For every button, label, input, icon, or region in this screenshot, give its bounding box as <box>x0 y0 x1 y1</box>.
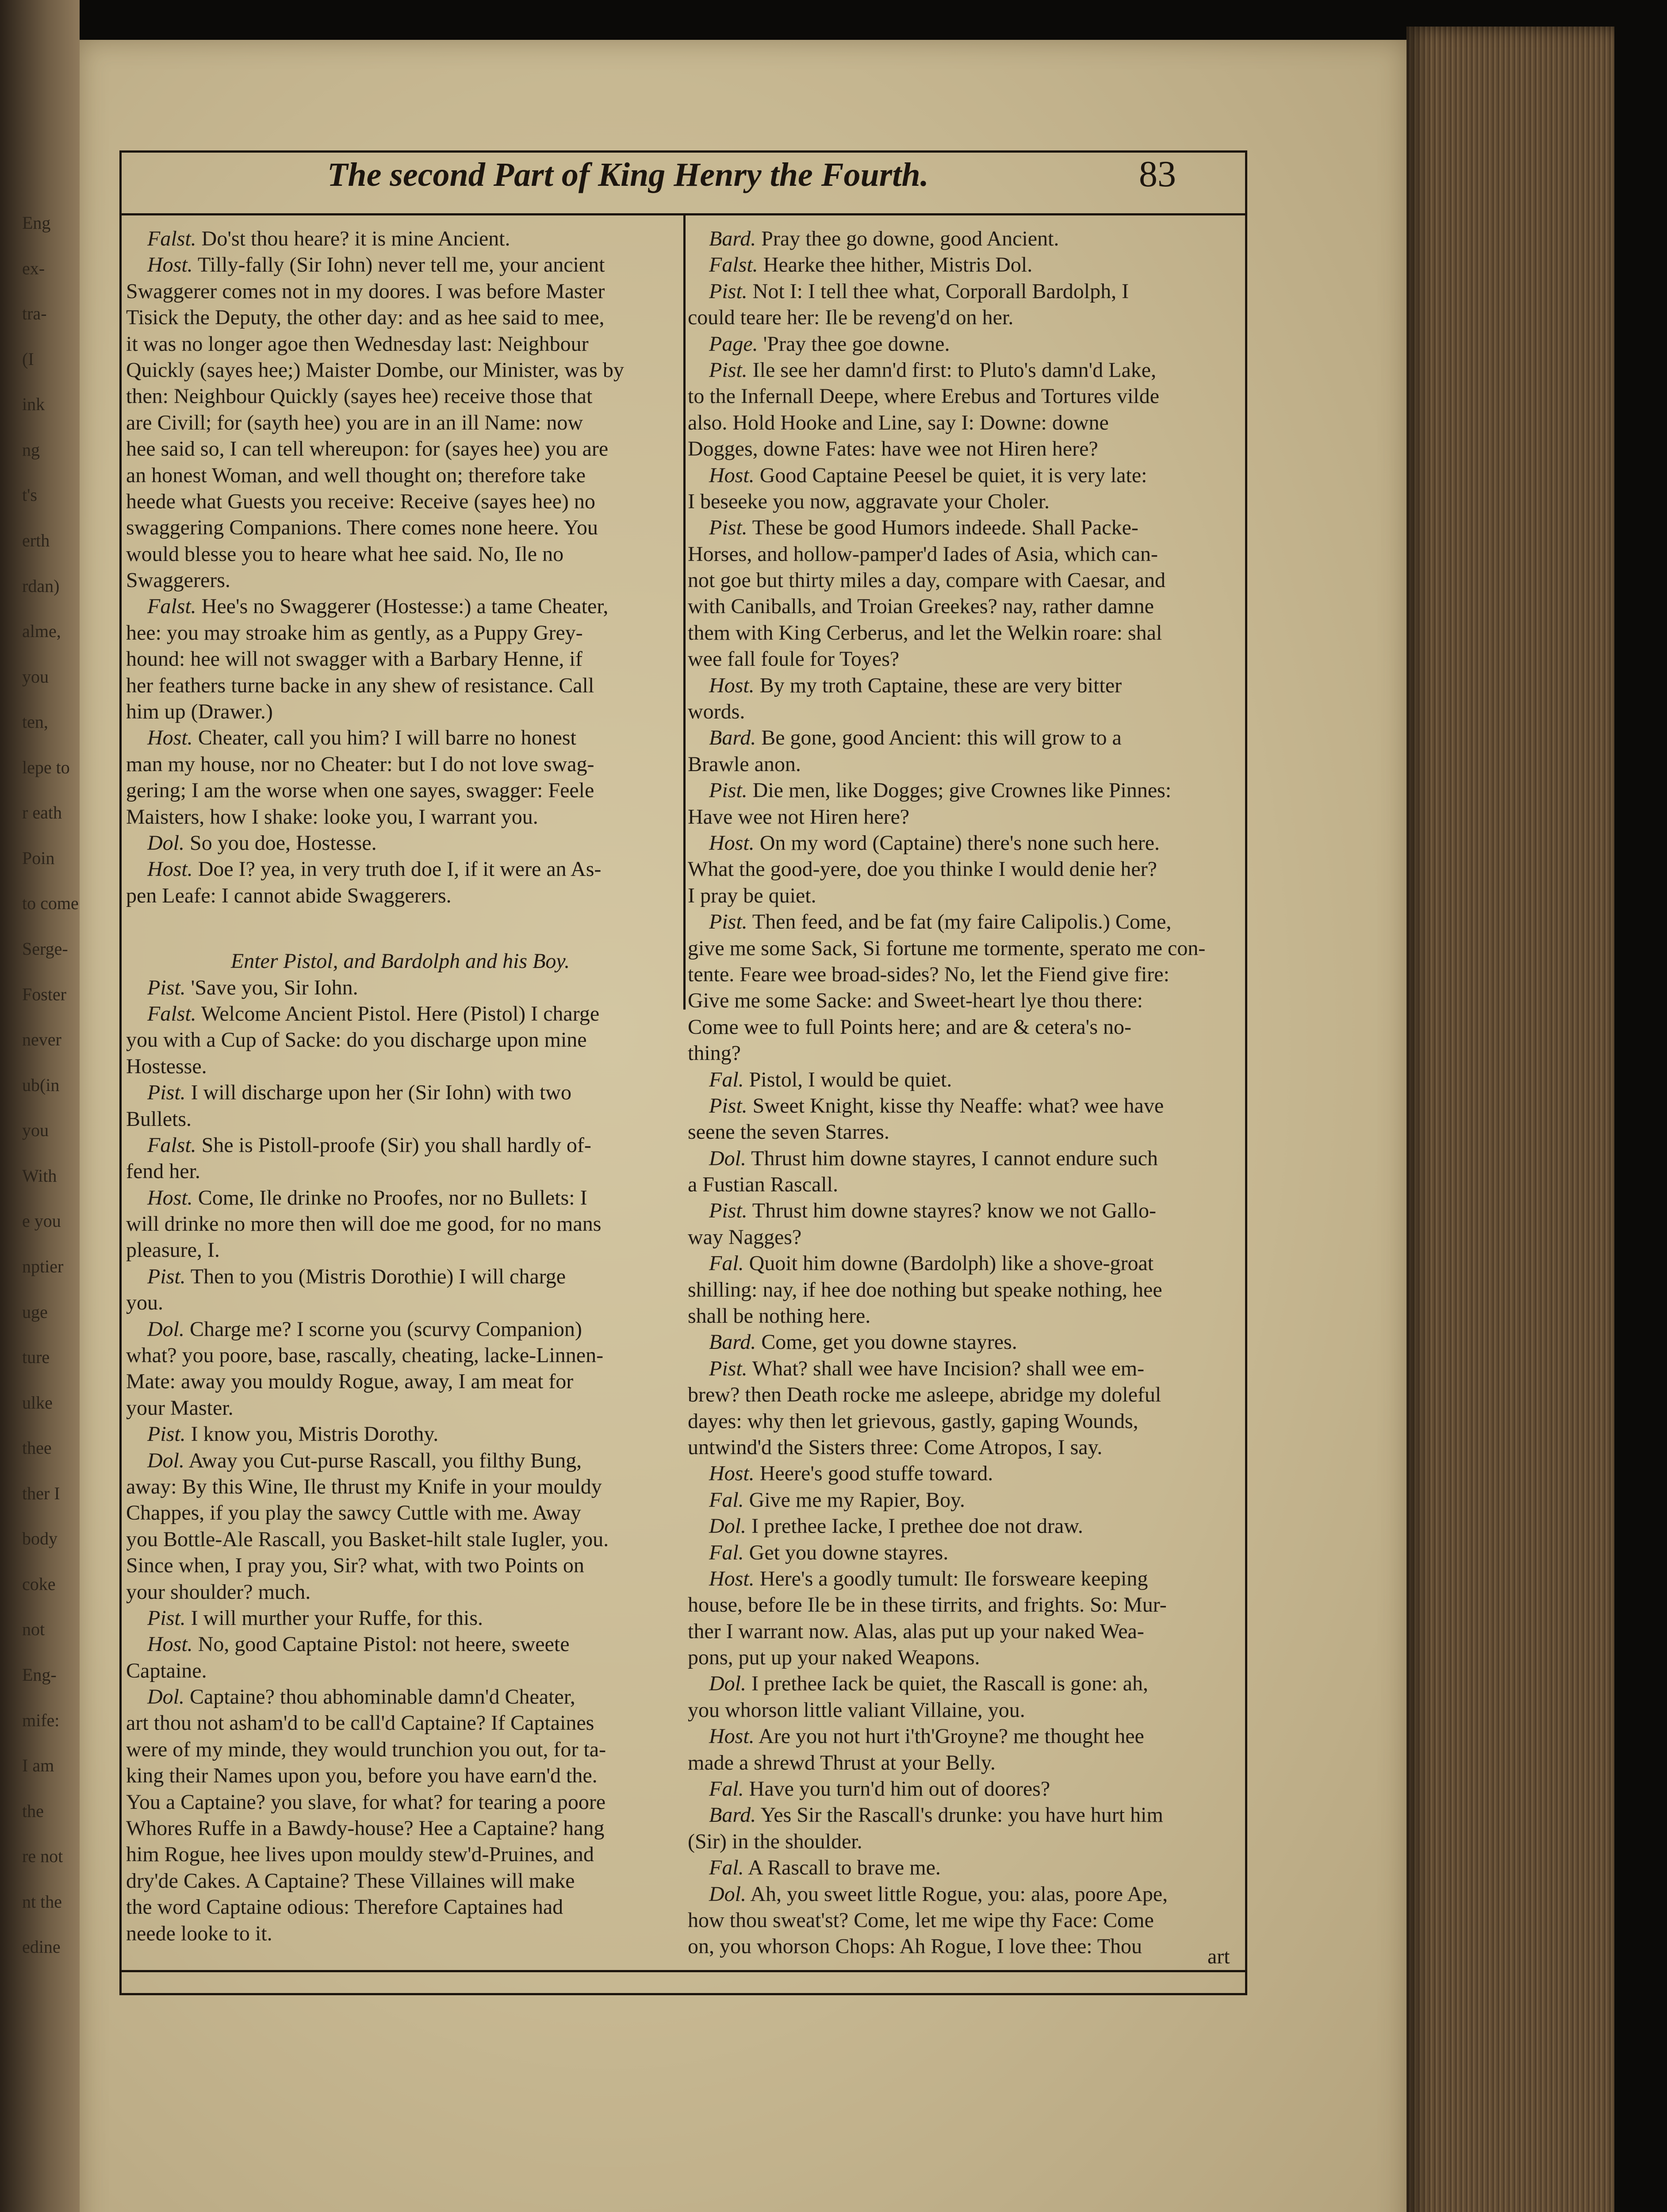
text-line: an honest Woman, and well thought on; therefore take <box>126 463 586 487</box>
text-line: Host. By my troth Captaine, these are very bitter <box>688 673 1122 697</box>
speaker-prefix: Dol. <box>688 1672 746 1696</box>
speaker-prefix: Host. <box>126 1632 193 1656</box>
text-line: Host. Come, Ile drinke no Proofes, nor no Bullets: I <box>126 1186 587 1210</box>
text-line: Have wee not Hiren here? <box>688 805 910 829</box>
speaker-prefix: Pist. <box>126 1081 186 1105</box>
text-line: You a Captaine? you slave, for what? for tearing a poore <box>126 1790 606 1814</box>
text-line: Host. Doe I? yea, in very truth doe I, if it were an As- <box>126 857 602 881</box>
text-line: Pist. I will murther your Ruffe, for this. <box>126 1606 483 1630</box>
speaker-prefix: Fal. <box>688 1252 744 1275</box>
text-line: them with King Cerberus, and let the Welkin roare: shal <box>688 621 1162 645</box>
gutter-fragment: body <box>22 1528 57 1548</box>
speaker-prefix: Falst. <box>126 227 196 250</box>
speaker-prefix: Pist. <box>126 975 186 999</box>
text-line: Dogges, downe Fates: have wee not Hiren here? <box>688 437 1098 461</box>
text-line: Dol. Charge me? I scorne you (scurvy Companion) <box>126 1317 582 1341</box>
gutter-fragment: (I <box>22 349 34 369</box>
text-line: how thou sweat'st? Come, let me wipe thy Face: Come <box>688 1909 1154 1932</box>
speaker-prefix: Pist. <box>688 779 747 803</box>
text-line: Pist. Die men, like Dogges; give Crownes like Pinnes: <box>688 779 1172 803</box>
text-line: to the Infernall Deepe, where Erebus and Tortures vilde <box>688 384 1160 408</box>
catchword: art <box>1207 1945 1230 1968</box>
speaker-prefix: Dol. <box>126 831 184 855</box>
speaker-prefix: Host. <box>126 857 193 881</box>
text-line: Pist. What? shall wee have Incision? shall wee em- <box>688 1356 1145 1380</box>
text-line: shall be nothing here. <box>688 1304 871 1328</box>
text-line: neede looke to it. <box>126 1921 272 1945</box>
text-line: swaggering Companions. There comes none heere. You <box>126 516 598 540</box>
text-line: dayes: why then let grievous, gastly, gaping Wounds, <box>688 1409 1138 1433</box>
speaker-prefix: Fal. <box>688 1856 744 1880</box>
text-line: hee said so, I can tell whereupon: for (sayes hee) you are <box>126 437 609 461</box>
text-line: I pray be quiet. <box>688 883 816 907</box>
gutter-fragment: nptier <box>22 1256 64 1276</box>
text-line: your shoulder? much. <box>126 1580 311 1604</box>
gutter-fragment: lepe to <box>22 757 70 777</box>
text-line: brew? then Death rocke me asleepe, abridge my doleful <box>688 1383 1161 1407</box>
gutter-fragment: ther I <box>22 1483 60 1503</box>
gutter-fragment: edine <box>22 1937 61 1957</box>
text-line: Fal. Pistol, I would be quiet. <box>688 1068 952 1091</box>
gutter-fragment: you <box>22 667 49 687</box>
speaker-prefix: Pist. <box>688 910 747 934</box>
speaker-prefix: Pist. <box>126 1422 186 1446</box>
text-line: him Rogue, hee lives upon mouldy stew'd-Pruines, and <box>126 1843 594 1866</box>
speaker-prefix: Dol. <box>688 1514 746 1538</box>
text-line: Hostesse. <box>126 1054 207 1078</box>
gutter-fragment: Eng- <box>22 1665 57 1685</box>
text-line: Brawle anon. <box>688 752 801 776</box>
facing-page-fragments <box>18 0 80 2212</box>
gutter-fragment: mife: <box>22 1710 60 1730</box>
text-line: Falst. Hearke thee hither, Mistris Dol. <box>688 253 1033 277</box>
speaker-prefix: Pist. <box>126 1264 186 1288</box>
text-line: would blesse you to heare what hee said. No, Ile no <box>126 542 564 566</box>
gutter-fragment: not <box>22 1619 45 1639</box>
running-title: The second Part of King Henry the Fourth. <box>327 156 929 193</box>
text-line: Quickly (sayes hee;) Maister Dombe, our Minister, was by <box>126 358 624 382</box>
gutter-fragment: Serge- <box>22 939 68 959</box>
text-line: pons, put up your naked Weapons. <box>688 1646 980 1670</box>
left-text-column <box>126 226 674 1947</box>
text-line: Host. Tilly-fally (Sir Iohn) never tell me, your ancient <box>126 253 605 277</box>
text-line: the word Captaine odious: Therefore Captaines had <box>126 1895 563 1919</box>
text-line: Dol. So you doe, Hostesse. <box>126 831 377 855</box>
text-line: art thou not asham'd to be call'd Captaine? If Captaines <box>126 1711 594 1735</box>
text-line: words. <box>688 700 745 724</box>
text-line: shilling: nay, if hee doe nothing but speake nothing, hee <box>688 1278 1162 1302</box>
text-line: Bard. Be gone, good Ancient: this will grow to a <box>688 726 1122 750</box>
text-line: were of my minde, they would trunchion you out, for ta- <box>126 1737 606 1761</box>
text-line: man my house, nor no Cheater: but I do not love swag- <box>126 752 594 776</box>
text-line: What the good-yere, doe you thinke I would denie her? <box>688 857 1157 881</box>
speaker-prefix: Bard. <box>688 1803 756 1827</box>
gutter-fragment: ten, <box>22 712 48 732</box>
text-line: give me some Sack, Si fortune me tormente, sperato me con- <box>688 936 1206 960</box>
text-line: I beseeke you now, aggravate your Choler. <box>688 489 1050 513</box>
text-line: hound: hee will not swagger with a Barbary Henne, if <box>126 647 582 671</box>
speaker-prefix: Dol. <box>126 1317 184 1341</box>
text-line: ther I warrant now. Alas, alas put up your naked Wea- <box>688 1619 1144 1643</box>
text-line: Host. On my word (Captaine) there's none such here. <box>688 831 1160 855</box>
speaker-prefix: Pist. <box>688 1094 747 1118</box>
text-line: a Fustian Rascall. <box>688 1173 838 1197</box>
text-line: also. Hold Hooke and Line, say I: Downe: downe <box>688 411 1109 434</box>
speaker-prefix: Dol. <box>126 1448 184 1472</box>
text-line: Swaggerer comes not in my doores. I was before Master <box>126 279 605 303</box>
text-line: made a shrewd Thrust at your Belly. <box>688 1751 996 1774</box>
text-line: Pist. Thrust him downe stayres? know we not Gallo- <box>688 1199 1156 1223</box>
text-line: tente. Feare wee broad-sides? No, let the Fiend give fire: <box>688 962 1169 986</box>
text-line: dry'de Cakes. A Captaine? These Villaines will make <box>126 1869 575 1893</box>
text-line: Dol. I prethee Iacke, I prethee doe not draw. <box>688 1514 1083 1538</box>
text-line: thing? <box>688 1041 741 1065</box>
speaker-prefix: Host. <box>126 726 193 750</box>
speaker-prefix: Pist. <box>688 1356 747 1380</box>
text-line: Fal. Give me my Rapier, Boy. <box>688 1488 965 1512</box>
text-line: will drinke no more then will doe me good, for no mans <box>126 1212 602 1236</box>
text-line: heede what Guests you receive: Receive (sayes hee) no <box>126 489 595 513</box>
speaker-prefix: Pist. <box>688 279 747 303</box>
text-line: Fal. Have you turn'd him out of doores? <box>688 1777 1050 1801</box>
text-line: Bard. Yes Sir the Rascall's drunke: you have hurt him <box>688 1803 1163 1827</box>
text-line: Pist. Then to you (Mistris Dorothie) I will charge <box>126 1264 566 1288</box>
text-line: king their Names upon you, before you have earn'd the. <box>126 1764 598 1788</box>
text-line: Pist. 'Save you, Sir Iohn. <box>126 975 358 999</box>
speaker-prefix: Bard. <box>688 726 756 750</box>
gutter-fragment: nt the <box>22 1892 62 1912</box>
gutter-fragment: alme, <box>22 621 61 641</box>
text-line: Pist. These be good Humors indeede. Shall Packe- <box>688 516 1138 540</box>
text-line: her feathers turne backe in any shew of resistance. Call <box>126 673 594 697</box>
text-line: you Bottle-Ale Rascall, you Basket-hilt stale Iugler, you. <box>126 1527 609 1551</box>
text-line: Host. Are you not hurt i'th'Groyne? me thought hee <box>688 1724 1144 1748</box>
speaker-prefix: Host. <box>688 831 755 855</box>
gutter-fragment: I am <box>22 1755 54 1775</box>
gutter-fragment: erth <box>22 530 50 550</box>
speaker-prefix: Dol. <box>688 1146 746 1170</box>
bottom-rule <box>119 1970 1247 1972</box>
text-line: Chappes, if you play the sawcy Cuttle with me. Away <box>126 1501 581 1525</box>
text-line: you with a Cup of Sacke: do you discharge upon mine <box>126 1028 587 1052</box>
text-line: Pist. I will discharge upon her (Sir Iohn) with two <box>126 1081 571 1105</box>
text-line: Falst. Do'st thou heare? it is mine Ancient. <box>126 227 510 250</box>
speaker-prefix: Host. <box>688 1724 755 1748</box>
gutter-fragment: the <box>22 1801 44 1821</box>
gutter-fragment: ulke <box>22 1393 53 1413</box>
text-line: (Sir) in the shoulder. <box>688 1829 862 1853</box>
text-line: it was no longer agoe then Wednesday last: Neighbour <box>126 332 589 356</box>
speaker-prefix: Falst. <box>126 595 196 618</box>
gutter-fragment: ub(in <box>22 1075 60 1095</box>
text-line: you whorson little valiant Villaine, you. <box>688 1698 1025 1722</box>
speaker-prefix: Bard. <box>688 1330 756 1354</box>
text-line: Page. 'Pray thee goe downe. <box>688 332 950 356</box>
gutter-fragment: t's <box>22 485 37 505</box>
text-line: wee fall foule for Toyes? <box>688 647 900 671</box>
gutter-fragment: ex- <box>22 258 45 278</box>
text-line: Mate: away you mouldy Rogue, away, I am meat for <box>126 1370 574 1394</box>
text-line: Falst. Welcome Ancient Pistol. Here (Pistol) I charge <box>126 1002 600 1025</box>
gutter-fragment: Eng <box>22 213 51 233</box>
speaker-prefix: Falst. <box>126 1002 196 1025</box>
text-line: Fal. Get you downe stayres. <box>688 1540 949 1564</box>
text-line: Tisick the Deputy, the other day: and as hee said to mee, <box>126 306 605 330</box>
book-fore-edge <box>1406 27 1614 2212</box>
text-line: Fal. A Rascall to brave me. <box>688 1856 941 1880</box>
gutter-fragment: re not <box>22 1846 63 1866</box>
speaker-prefix: Pist. <box>688 358 747 382</box>
speaker-prefix: Fal. <box>688 1777 744 1801</box>
gutter-fragment: tra- <box>22 303 47 323</box>
page-number: 83 <box>1139 154 1176 195</box>
right-text-column <box>688 226 1236 1960</box>
text-line: Maisters, how I shake: looke you, I warrant you. <box>126 805 538 829</box>
text-line: Give me some Sacke: and Sweet-heart lye thou there: <box>688 989 1143 1013</box>
text-line: Host. Good Captaine Peesel be quiet, it is very late: <box>688 463 1147 487</box>
text-line: what? you poore, base, rascally, cheating, lacke-Linnen- <box>126 1344 604 1367</box>
text-line: Host. No, good Captaine Pistol: not heere, sweete <box>126 1632 570 1656</box>
text-line: with Caniballs, and Troian Greekes? nay, rather damne <box>688 595 1154 618</box>
speaker-prefix: Falst. <box>126 1133 196 1157</box>
text-line: Captaine. <box>126 1659 207 1682</box>
text-line: Bard. Come, get you downe stayres. <box>688 1330 1017 1354</box>
text-line: Bullets. <box>126 1107 192 1131</box>
speaker-prefix: Host. <box>688 1567 755 1590</box>
speaker-prefix: Falst. <box>688 253 758 277</box>
stage-direction: Enter Pistol, and Bardolph and his Boy. <box>230 949 570 973</box>
gutter-fragment: never <box>22 1029 61 1049</box>
text-line: gering; I am the worse when one sayes, swagger: Feele <box>126 779 594 803</box>
gutter-fragment: coke <box>22 1574 56 1594</box>
speaker-prefix: Dol. <box>126 1685 184 1709</box>
blank-line <box>126 909 674 935</box>
text-line: Swaggerers. <box>126 568 230 592</box>
binding-gutter <box>0 0 80 2212</box>
text-line: are Civill; for (sayth hee) you are in an ill Name: now <box>126 411 583 434</box>
text-line: Dol. Captaine? thou abhominable damn'd Cheater, <box>126 1685 575 1709</box>
gutter-fragment: ink <box>22 394 45 414</box>
gutter-fragment: Foster <box>22 984 66 1004</box>
speaker-prefix: Host. <box>688 463 755 487</box>
gutter-fragment: rdan) <box>22 576 60 596</box>
text-line: untwind'd the Sisters three: Come Atropos, I say. <box>688 1435 1103 1459</box>
text-line: hee: you may stroake him as gently, as a Puppy Grey- <box>126 621 583 645</box>
text-line: then: Neighbour Quickly (sayes hee) receive those that <box>126 384 593 408</box>
speaker-prefix: Host. <box>688 673 755 697</box>
speaker-prefix: Pist. <box>688 516 747 540</box>
text-line: on, you whorson Chops: Ah Rogue, I love thee: Thou <box>688 1935 1142 1959</box>
text-line: Falst. Hee's no Swaggerer (Hostesse:) a tame Cheater, <box>126 595 609 618</box>
text-line: Host. Heere's good stuffe toward. <box>688 1462 993 1486</box>
text-line: not goe but thirty miles a day, compare with Caesar, and <box>688 568 1165 592</box>
gutter-fragment: you <box>22 1120 49 1140</box>
text-line: away: By this Wine, Ile thrust my Knife in your mouldy <box>126 1475 602 1498</box>
text-line: Dol. Ah, you sweet little Rogue, you: alas, poore Ape, <box>688 1882 1168 1906</box>
gutter-fragment: e you <box>22 1211 61 1231</box>
speaker-prefix: Host. <box>126 1186 193 1210</box>
gutter-fragment: to come <box>22 893 79 913</box>
text-line: Fal. Quoit him downe (Bardolph) like a shove-groat <box>688 1252 1154 1275</box>
text-line: could teare her: Ile be reveng'd on her. <box>688 306 1014 330</box>
text-line: Whores Ruffe in a Bawdy-house? Hee a Captaine? hang <box>126 1816 605 1840</box>
text-line: Pist. Sweet Knight, kisse thy Neaffe: what? wee have <box>688 1094 1164 1118</box>
gutter-fragment: Poin <box>22 848 55 868</box>
speaker-prefix: Fal. <box>688 1540 744 1564</box>
text-line: Bard. Pray thee go downe, good Ancient. <box>688 227 1059 250</box>
speaker-prefix: Fal. <box>688 1068 744 1091</box>
text-line: Dol. I prethee Iack be quiet, the Rascall is gone: ah, <box>688 1672 1148 1696</box>
column-rule <box>683 213 686 1010</box>
text-line: Dol. Thrust him downe stayres, I cannot endure such <box>688 1146 1158 1170</box>
text-line: Come wee to full Points here; and are & cetera's no- <box>688 1015 1131 1039</box>
speaker-prefix: Host. <box>688 1462 755 1486</box>
gutter-fragment: With <box>22 1166 57 1186</box>
text-line: you. <box>126 1291 163 1315</box>
text-line: Host. Cheater, call you him? I will barre no honest <box>126 726 576 750</box>
speaker-prefix: Fal. <box>688 1488 744 1512</box>
text-line: house, before Ile be in these tirrits, and frights. So: Mur- <box>688 1593 1167 1617</box>
gutter-fragment: uge <box>22 1302 48 1322</box>
text-line: Host. Here's a goodly tumult: Ile forsweare keeping <box>688 1567 1148 1590</box>
text-line: him up (Drawer.) <box>126 700 273 724</box>
gutter-fragment: r eath <box>22 803 62 822</box>
text-line: Pist. Ile see her damn'd first: to Pluto's damn'd Lake, <box>688 358 1157 382</box>
text-line: Since when, I pray you, Sir? what, with two Points on <box>126 1554 584 1578</box>
text-line: Pist. I know you, Mistris Dorothy. <box>126 1422 439 1446</box>
text-line: Pist. Then feed, and be fat (my faire Calipolis.) Come, <box>688 910 1172 934</box>
speaker-prefix: Bard. <box>688 227 756 250</box>
gutter-fragment: ng <box>22 440 40 460</box>
speaker-prefix: Pist. <box>688 1199 747 1223</box>
text-line: Dol. Away you Cut-purse Rascall, you filthy Bung, <box>126 1448 582 1472</box>
speaker-prefix: Host. <box>126 253 193 277</box>
speaker-prefix: Page. <box>688 332 758 356</box>
speaker-prefix: Dol. <box>688 1882 746 1906</box>
speaker-prefix: Pist. <box>126 1606 186 1630</box>
text-line: way Nagges? <box>688 1225 802 1249</box>
text-line: Falst. She is Pistoll-proofe (Sir) you shall hardly of- <box>126 1133 591 1157</box>
text-line: Pist. Not I: I tell thee what, Corporall Bardolph, I <box>688 279 1129 303</box>
gutter-fragment: thee <box>22 1438 52 1458</box>
text-line: pleasure, I. <box>126 1238 220 1262</box>
text-line: fend her. <box>126 1160 200 1183</box>
text-line: seene the seven Starres. <box>688 1120 889 1144</box>
text-line: your Master. <box>126 1396 234 1420</box>
text-line: Horses, and hollow-pamper'd Iades of Asia, which can- <box>688 542 1158 566</box>
text-line: pen Leafe: I cannot abide Swaggerers. <box>126 883 452 907</box>
gutter-fragment: ture <box>22 1347 50 1367</box>
